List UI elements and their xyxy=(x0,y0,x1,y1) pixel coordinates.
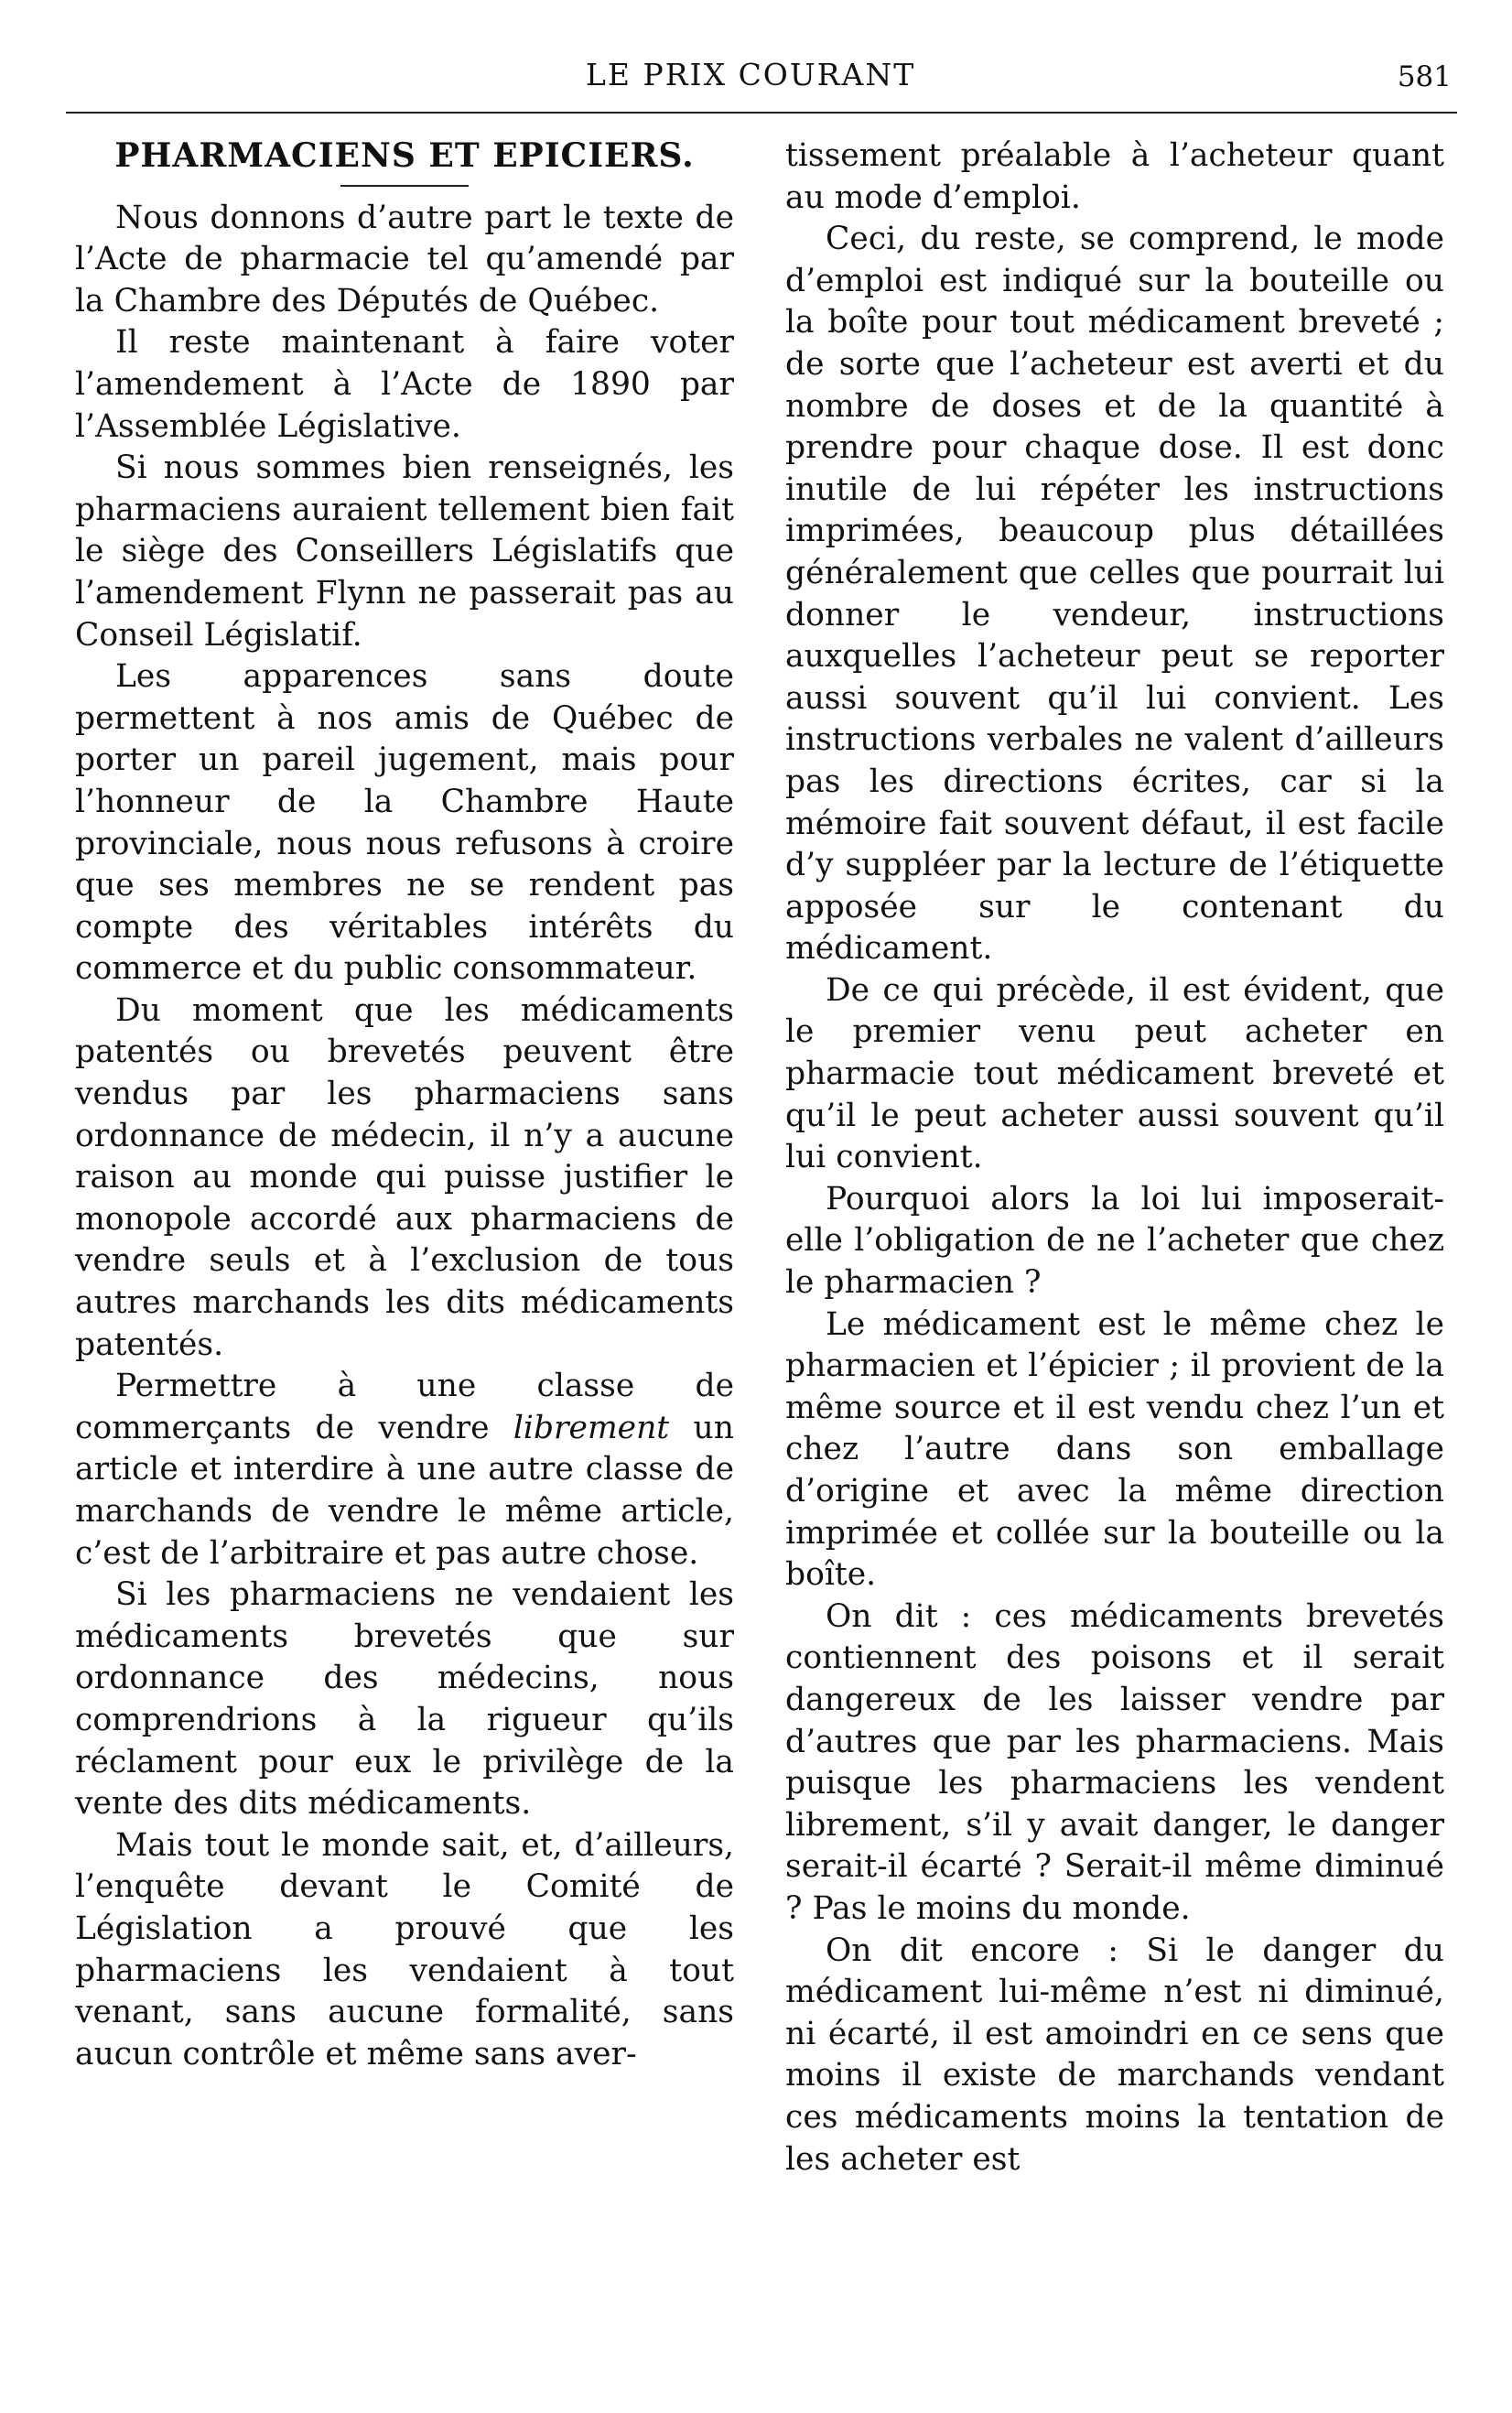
paragraph: Il reste maintenant à faire voter l’amendement à l’Acte de 1890 par l’Assemblée Législative. xyxy=(75,324,734,445)
header-rule xyxy=(66,112,1457,114)
article-title: PHARMACIENS ET EPICIERS. xyxy=(114,136,695,175)
italic-word: librement xyxy=(513,1409,670,1446)
paragraph xyxy=(75,1366,734,1574)
paragraph: Du moment que les médicaments patentés ou brevetés peuvent être vendus par les pharmaciens sans ordonnance de médecin, il n’y a aucune raison au monde qui puisse justifier le monopole accordé aux pharmaciens de vendre seuls et à l’exclusion de tous autres marchands les dits médicaments patentés. xyxy=(75,991,734,1363)
paragraph: Mais tout le monde sait, et, d’ailleurs, l’enquête devant le Comité de Législation a prouvé que les pharmaciens les vendaient à tout venant, sans aucune formalité, sans aucun contrôle et même sans aver- xyxy=(75,1826,734,2072)
paragraph: On dit : ces médicaments brevetés contiennent des poisons et il serait dangereux de les laisser vendre par d’autres que par les pharmaciens. Mais puisque les pharmaciens les vendent librement, s’il y avait danger, le danger serait-il écarté ? Serait-il même diminué ? Pas le moins du monde. xyxy=(785,1597,1444,1927)
paragraph: Nous donnons d’autre part le texte de l’Acte de pharmacie tel qu’amendé par la Chambre des Députés de Québec. xyxy=(75,199,734,319)
paragraph: De ce qui précède, il est évident, que le premier venu peut acheter en pharmacie tout médicament breveté et qu’il le peut acheter aussi souvent qu’il lui convient. xyxy=(785,971,1444,1176)
left-column xyxy=(75,135,734,2075)
paragraph: Si nous sommes bien renseignés, les pharmaciens auraient tellement bien fait le siège des Conseillers Législatifs que l’amendement Flynn ne passerait pas au Conseil Législatif. xyxy=(75,449,734,654)
paragraph: Les apparences sans doute permettent à nos amis de Québec de porter un pareil jugement, mais pour l’honneur de la Chambre Haute provinciale, nous nous refusons à croire que ses membres ne se rendent pas compte des véritables intérêts du commerce et du public consommateur. xyxy=(75,658,734,988)
paragraph-text: Permettre à une classe de commerçants de vendre xyxy=(75,1368,734,1446)
paragraph: Pourquoi alors la loi lui imposerait-elle l’obligation de ne l’acheter que chez le pharmacien ? xyxy=(785,1180,1444,1302)
running-head: LE PRIX COURANT xyxy=(586,57,916,92)
page-number: 581 xyxy=(1397,60,1452,93)
paragraph: On dit encore : Si le danger du médicament lui-même n’est ni diminué, ni écarté, il est amoindri en ce sens que moins il existe de marchands vendant ces médicaments moins la tentation de les acheter est xyxy=(785,1931,1444,2178)
paragraph: Le médicament est le même chez le pharmacien et l’épicier ; il provient de la même source et il est vendu chez l’un et chez l’autre dans son emballage d’origine et avec la même direction imprimée et collée sur la bouteille ou la boîte. xyxy=(785,1305,1444,1594)
paragraph: Ceci, du reste, se comprend, le mode d’emploi est indiqué sur la bouteille ou la boîte pour tout médicament breveté ; de sorte que l’acheteur est averti et du nombre de doses et de la quantité à prendre pour chaque dose. Il est donc inutile de lui répéter les instructions imprimées, beaucoup plus détaillées généralement que celles que pourrait lui donner le vendeur, instructions auxquelles l’acheteur peut se reporter aussi souvent qu’il lui convient. Les instructions verbales ne valent d’ailleurs pas les directions écrites, car si la mémoire fait souvent défaut, il est facile d’y suppléer par la lecture de l’étiquette apposée sur le contenant du médicament. xyxy=(785,221,1444,968)
paragraph-continued: tissement préalable à l’acheteur quant au mode d’emploi. xyxy=(785,137,1444,216)
title-rule xyxy=(340,185,469,187)
right-column xyxy=(785,135,1444,2180)
paragraph: Si les pharmaciens ne vendaient les médicaments brevetés que sur ordonnance des médecins, nous comprendrions à la rigueur qu’ils réclament pour eux le privilège de la vente des dits médicaments. xyxy=(75,1576,734,1823)
paragraph-text: un article et interdire à une autre classe de marchands de vendre le même article, c’est de l’arbitraire et pas autre chose. xyxy=(75,1409,734,1572)
